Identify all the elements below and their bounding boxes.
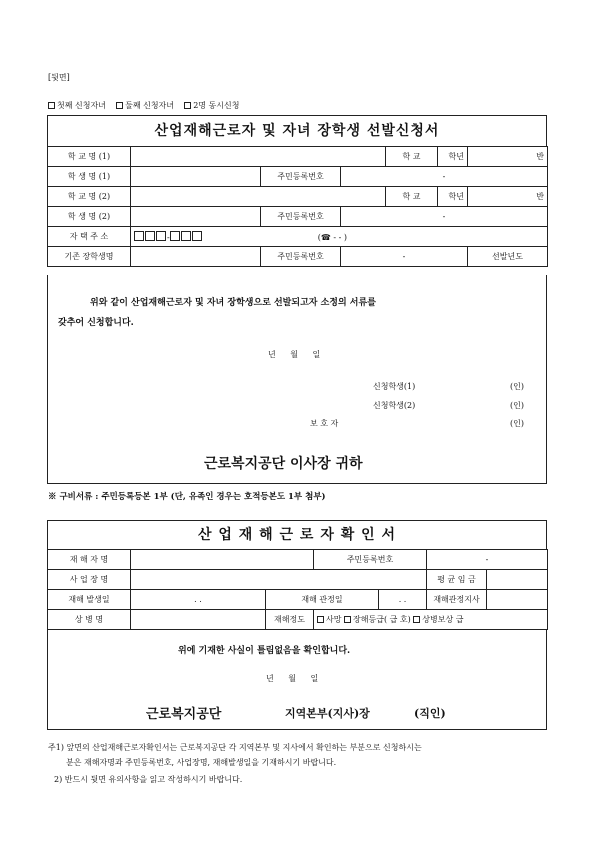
severity-label: 재해정도 [266, 610, 314, 630]
school-label: 학 교 [386, 147, 438, 167]
prev-scholar-input[interactable] [131, 247, 261, 267]
checkbox-icon[interactable] [413, 616, 420, 623]
page-side-label: [뒷면] [48, 73, 70, 82]
severity-options [314, 610, 548, 630]
address-input[interactable] [131, 227, 548, 247]
note-1a: 주1) 앞면의 산업재해근로자확인서는 근로복지공단 각 지역본부 및 지사에서 확인하는 부분으로 신청하시는 [48, 743, 422, 752]
class-label: 반 [468, 187, 548, 207]
addressee: 근로복지공단 이사장 귀하 [204, 456, 363, 472]
option-second-child[interactable]: 둘째 신청자녀 [116, 101, 174, 110]
student1-input[interactable] [131, 167, 261, 187]
option-first-child[interactable]: 첫째 신청자녀 [48, 101, 106, 110]
class-label: 반 [468, 147, 548, 167]
phone-field[interactable]: (☎ - - ) [317, 233, 348, 242]
table-row [48, 550, 548, 570]
confirmation-statement: 위에 기재한 사실이 틀림없음을 확인합니다. [178, 646, 351, 656]
school1-label: 학 교 명 (1) [48, 147, 131, 167]
branch-title: 지역본부(지사)장 [285, 707, 370, 720]
victim-input[interactable] [131, 550, 314, 570]
student2-label: 학 생 명 (2) [48, 207, 131, 227]
confirmation-statement-area [47, 629, 547, 730]
table-row [48, 167, 548, 187]
avg-wage-label: 평 균 임 금 [427, 570, 487, 590]
checkbox-icon[interactable] [317, 616, 324, 623]
office-label: 재해관정지사 [427, 590, 487, 610]
guardian-label: 보 호 자 [310, 419, 339, 428]
option-death[interactable]: 사망 [317, 615, 341, 624]
school2-input[interactable] [131, 187, 386, 207]
accident-date-label: 재해 발생일 [48, 590, 131, 610]
option-pension[interactable]: 상병보상 급 [413, 615, 463, 624]
avg-wage-input[interactable] [487, 570, 548, 590]
student1-label: 학 생 명 (1) [48, 167, 131, 187]
checkbox-icon[interactable] [48, 102, 55, 109]
id-label: 주민등록번호 [261, 247, 341, 267]
table-row [48, 570, 548, 590]
student2-input[interactable] [131, 207, 261, 227]
prev-id-input[interactable]: - [341, 247, 468, 267]
table-row [48, 227, 548, 247]
id-label: 주민등록번호 [261, 167, 341, 187]
postal-code-boxes[interactable]: - [134, 233, 203, 242]
school-label: 학 교 [386, 187, 438, 207]
statement-line-1: 위와 같이 산업재해근로자 및 자녀 장학생으로 선발되고자 소정의 서류를 [90, 298, 376, 308]
table-row [48, 207, 548, 227]
id1-input[interactable]: - [341, 167, 548, 187]
applicant-options [48, 100, 239, 111]
confirmation-form-table [47, 549, 548, 630]
office-input[interactable] [487, 590, 548, 610]
date-line: 년 월 일 [266, 674, 319, 683]
table-row [48, 187, 548, 207]
id-label: 주민등록번호 [261, 207, 341, 227]
option-disability[interactable]: 장해등급( 급 호) [344, 615, 411, 624]
seal-mark: (인) [510, 419, 524, 428]
required-documents: ※ 구비서류 : 주민등록등본 1부 (단, 유족인 경우는 호적등본도 1부 첨부) [48, 492, 326, 502]
scholarship-form-title: 산업재해근로자 및 자녀 장학생 선발신청서 [47, 115, 547, 147]
victim-id-label: 주민등록번호 [314, 550, 427, 570]
date-line: 년 월 일 [268, 350, 321, 359]
injury-input[interactable] [131, 610, 266, 630]
address-label: 자 택 주 소 [48, 227, 131, 247]
victim-label: 재 해 자 명 [48, 550, 131, 570]
seal-mark: (인) [510, 401, 524, 410]
applicant2-label: 신청학생(2) [373, 401, 416, 410]
checkbox-icon[interactable] [184, 102, 191, 109]
note-2: 2) 반드시 뒷면 유의사항을 읽고 작성하시기 바랍니다. [54, 775, 243, 784]
org-name: 근로복지공단 [146, 707, 222, 722]
workplace-label: 사 업 장 명 [48, 570, 131, 590]
statement-line-2: 갖추어 신청합니다. [58, 318, 134, 328]
scholarship-form-table [47, 146, 548, 267]
select-year-label: 선발년도 [468, 247, 548, 267]
checkbox-icon[interactable] [344, 616, 351, 623]
school2-label: 학 교 명 (2) [48, 187, 131, 207]
confirmation-form-title: 산 업 재 해 근 로 자 확 인 서 [47, 520, 547, 550]
table-row [48, 147, 548, 167]
note-1b: 분은 재해자명과 주민등록번호, 사업장명, 재해발생일을 기재하시기 바랍니다. [66, 758, 337, 767]
office-date-label: 재해 관정일 [266, 590, 379, 610]
option-both[interactable]: 2명 동시신청 [184, 101, 239, 110]
injury-label: 상 병 명 [48, 610, 131, 630]
workplace-input[interactable] [131, 570, 427, 590]
school1-input[interactable] [131, 147, 386, 167]
victim-id-input[interactable]: - [427, 550, 548, 570]
prev-scholar-label: 기존 장학생명 [48, 247, 131, 267]
office-date-input[interactable]: . . [379, 590, 427, 610]
checkbox-icon[interactable] [116, 102, 123, 109]
scholarship-statement-area [47, 275, 547, 484]
table-row [48, 590, 548, 610]
official-seal: (직인) [414, 707, 446, 720]
table-row [48, 610, 548, 630]
accident-date-input[interactable]: . . [131, 590, 266, 610]
id2-input[interactable]: - [341, 207, 548, 227]
table-row [48, 247, 548, 267]
applicant1-label: 신청학생(1) [373, 382, 416, 391]
seal-mark: (인) [510, 382, 524, 391]
grade-label: 학년 [438, 147, 468, 167]
grade-label: 학년 [438, 187, 468, 207]
